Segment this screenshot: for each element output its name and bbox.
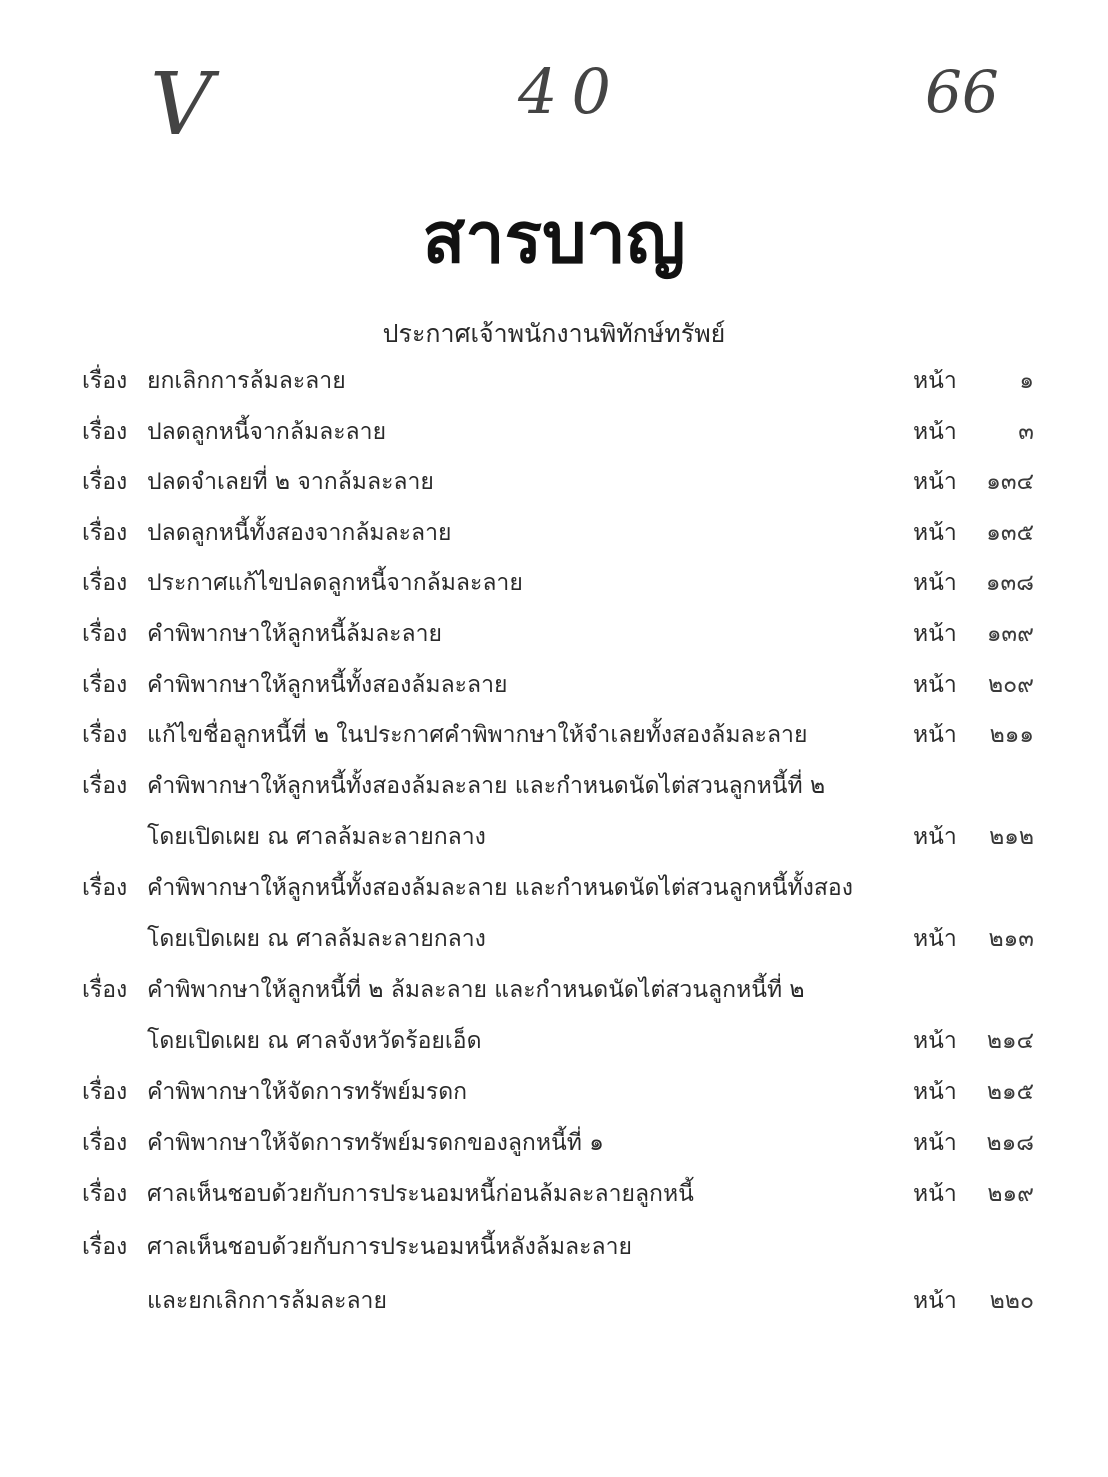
entry-prefix: เรื่อง bbox=[82, 570, 128, 596]
page-label: หน้า bbox=[913, 621, 957, 647]
entry-title: และยกเลิกการล้มละลาย bbox=[147, 1288, 387, 1314]
handwritten-mark-1: V bbox=[150, 55, 213, 155]
entry-prefix: เรื่อง bbox=[82, 621, 128, 647]
page-title: สารบาญ bbox=[422, 197, 686, 279]
entry-title: ประกาศแก้ไขปลดลูกหนี้จากล้มละลาย bbox=[147, 570, 523, 596]
entry-prefix: เรื่อง bbox=[82, 672, 128, 698]
entry-title: โดยเปิดเผย ณ ศาลจังหวัดร้อยเอ็ด bbox=[147, 1028, 482, 1054]
page-label: หน้า bbox=[913, 419, 957, 445]
page-label: หน้า bbox=[913, 1130, 957, 1156]
section-subtitle: ประกาศเจ้าพนักงานพิทักษ์ทรัพย์ bbox=[382, 319, 726, 348]
page-number: ๒๑๔ bbox=[986, 1028, 1034, 1054]
page-number: ๒๑๓ bbox=[988, 926, 1034, 952]
page-label: หน้า bbox=[913, 1028, 957, 1054]
entry-title: คำพิพากษาให้จัดการทรัพย์มรดก bbox=[147, 1079, 468, 1105]
entry-prefix: เรื่อง bbox=[82, 469, 128, 495]
entry-prefix: เรื่อง bbox=[82, 520, 128, 546]
page-label: หน้า bbox=[913, 1181, 957, 1207]
entry-title: โดยเปิดเผย ณ ศาลล้มละลายกลาง bbox=[147, 926, 486, 952]
page-number: ๓ bbox=[1018, 419, 1034, 445]
entry-title: ปลดจำเลยที่ ๒ จากล้มละลาย bbox=[147, 469, 434, 495]
page-label: หน้า bbox=[913, 469, 957, 495]
entry-title: คำพิพากษาให้ลูกหนี้ทั้งสองล้มละลาย และกำหนดนัดไต่สวนลูกหนี้ทั้งสอง bbox=[147, 875, 853, 901]
entry-prefix: เรื่อง bbox=[82, 419, 128, 445]
page-label: หน้า bbox=[913, 368, 957, 394]
page-number: ๒๑๙ bbox=[987, 1181, 1034, 1207]
entry-prefix: เรื่อง bbox=[82, 1130, 128, 1156]
page-number: ๒๑๑ bbox=[989, 722, 1034, 748]
page-number: ๑ bbox=[1019, 368, 1034, 394]
handwritten-mark-2: 40 bbox=[518, 55, 625, 128]
page-number: ๒๑๘ bbox=[986, 1130, 1034, 1156]
entry-prefix: เรื่อง bbox=[82, 1181, 128, 1207]
handwritten-mark-3: 66 bbox=[925, 58, 999, 126]
page-label: หน้า bbox=[913, 1079, 957, 1105]
entry-prefix: เรื่อง bbox=[82, 1234, 128, 1260]
page-label: หน้า bbox=[913, 570, 957, 596]
entry-title: ยกเลิกการล้มละลาย bbox=[147, 368, 346, 394]
entry-title: ศาลเห็นชอบด้วยกับการประนอมหนี้หลังล้มละลาย bbox=[147, 1234, 632, 1260]
page-number: ๒๐๙ bbox=[987, 672, 1034, 698]
page-number: ๑๓๘ bbox=[985, 570, 1034, 596]
entry-prefix: เรื่อง bbox=[82, 773, 128, 799]
entry-prefix: เรื่อง bbox=[82, 722, 128, 748]
page-number: ๑๓๔ bbox=[986, 469, 1034, 495]
entry-title: คำพิพากษาให้ลูกหนี้ที่ ๒ ล้มละลาย และกำหนดนัดไต่สวนลูกหนี้ที่ ๒ bbox=[147, 977, 805, 1003]
entry-prefix: เรื่อง bbox=[82, 368, 128, 394]
page-label: หน้า bbox=[913, 1288, 957, 1314]
page-number: ๑๓๕ bbox=[986, 520, 1034, 546]
page-number: ๒๑๒ bbox=[989, 824, 1034, 850]
entry-title: โดยเปิดเผย ณ ศาลล้มละลายกลาง bbox=[147, 824, 486, 850]
entry-title: ปลดลูกหนี้จากล้มละลาย bbox=[147, 419, 387, 445]
entry-title: คำพิพากษาให้ลูกหนี้ล้มละลาย bbox=[147, 621, 443, 647]
page-label: หน้า bbox=[913, 926, 957, 952]
entry-title: คำพิพากษาให้ลูกหนี้ทั้งสองล้มละลาย และกำหนดนัดไต่สวนลูกหนี้ที่ ๒ bbox=[147, 773, 826, 799]
entry-prefix: เรื่อง bbox=[82, 1079, 128, 1105]
entry-prefix: เรื่อง bbox=[82, 875, 128, 901]
page-label: หน้า bbox=[913, 520, 957, 546]
entry-title: คำพิพากษาให้ลูกหนี้ทั้งสองล้มละลาย bbox=[147, 672, 508, 698]
page-label: หน้า bbox=[913, 824, 957, 850]
page-label: หน้า bbox=[913, 672, 957, 698]
page-number: ๑๓๙ bbox=[986, 621, 1034, 647]
entry-title: ปลดลูกหนี้ทั้งสองจากล้มละลาย bbox=[147, 520, 452, 546]
entry-title: คำพิพากษาให้จัดการทรัพย์มรดกของลูกหนี้ที่ ๑ bbox=[147, 1130, 604, 1156]
entry-title: แก้ไขชื่อลูกหนี้ที่ ๒ ในประกาศคำพิพากษาให้จำเลยทั้งสองล้มละลาย bbox=[147, 722, 808, 748]
entry-title: ศาลเห็นชอบด้วยกับการประนอมหนี้ก่อนล้มละลายลูกหนี้ bbox=[147, 1181, 694, 1207]
page-number: ๒๑๕ bbox=[986, 1079, 1034, 1105]
page-label: หน้า bbox=[913, 722, 957, 748]
entry-prefix: เรื่อง bbox=[82, 977, 128, 1003]
page-number: ๒๒๐ bbox=[989, 1288, 1034, 1314]
